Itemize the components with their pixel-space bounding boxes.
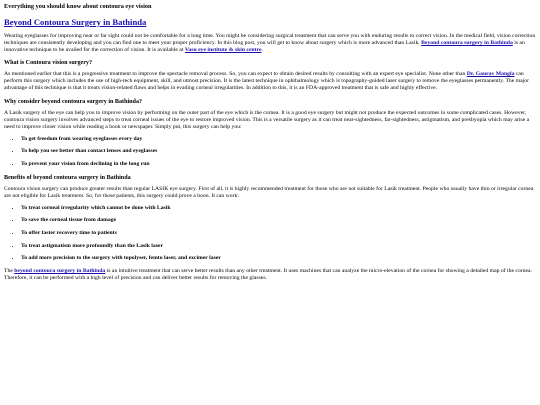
list-item: • To offer faster recovery time to patients xyxy=(21,230,536,238)
list-item: • To treat astigmatism more profoundly than the Lasik laser xyxy=(21,243,536,251)
heading-what-is-contoura: What is Contoura vision surgery? xyxy=(4,60,93,67)
benefits-list xyxy=(4,205,536,263)
page-title xyxy=(4,17,536,28)
list-item: • To add more precision to the surgery with topolyser, femto laser, and excimer laser xyxy=(21,255,536,263)
list-item: • To treat corneal irregularity which cannot be done with Lasik xyxy=(21,205,536,213)
why-paragraph: A Lasik surgery of the eye can help you to improve vision by performing on the outer part of the eye which is the cornea. It is a good eye surgery but might not produce the expected outcomes in some complicated cases. However, contoura vision surgery involves advanced steps to treat corneal issues of the eye to restore improved vision. This is a versatile surgery as it can treat near-sightedness, far-sightedness, astigmatism, and presbyopia which may arise a need to improve closer vision while reading a book or newspaper. Simply put, this surgery can help you: xyxy=(4,109,530,130)
what-text-2: can perform this surgery which includes the use of high-tech equipment, skill, and utmost precision. It is the latest technique in ophthalmology which is topography-guided laser surgery to remove the eyeglasses permanently. The major advantage of this technique is that it treats vision-related flaws and helps in evading corneal irregularities. In addition to this, it is an FDA-approved treatment that is safe and highly effective. xyxy=(4,71,529,92)
article-kicker: Everything you should know about contoura eye vision xyxy=(4,3,152,10)
what-text-1: As mentioned earlier that this is a progressive treatment to improve the spectacle removal process. So, you can expect to obtain desired results by consulting with an expert eye specialist. None other than xyxy=(4,71,467,78)
intro-text-3: . xyxy=(261,47,263,54)
intro-text-2: is an innovative technique to be availed for the correction of vision. It is available at xyxy=(4,40,525,54)
closing-paragraph xyxy=(4,268,536,282)
doctor-link[interactable]: Dr. Gaurav Mangla xyxy=(466,71,515,78)
heading-why-consider: Why consider beyond contoura surgery in Bathinda? xyxy=(4,98,143,105)
what-paragraph xyxy=(4,71,536,92)
list-item: • To help you see better than contact lenses and eyeglasses xyxy=(21,148,536,156)
intro-paragraph xyxy=(4,33,536,54)
title-link[interactable]: Beyond Contoura Surgery in Bathinda xyxy=(4,17,147,27)
heading-benefits: Benefits of beyond contoura surgery in Bathinda xyxy=(4,174,131,181)
why-list xyxy=(4,136,536,169)
closing-contoura-link[interactable]: beyond contoura surgery in Bathinda xyxy=(14,267,106,274)
benefits-paragraph: Contoura vision surgery can produce greater results than regular LASIK eye surgery. First of all, it is highly recommended treatment for those who are not suitable for Lasik treatment. People who usually have thin or irregular cornea are not eligible for Lasik treatment. So, for those patients, this surgery could prove a boon. It can work: xyxy=(4,185,534,199)
closing-text-1: The xyxy=(4,267,15,274)
closing-text-2: is an intuitive treatment that can serve better results than any other treatment. It uses machines that can analyze the micro-elevation of the cornea for showing a detailed map of the cornea. Therefore, it can be performed with a high level of precision and can deliver better results for removing the glasses. xyxy=(4,267,532,281)
list-item: • To get freedom from wearing eyeglasses every day xyxy=(21,136,536,144)
list-item: • To prevent your vision from declining in the long run xyxy=(21,161,536,169)
beyond-contoura-link[interactable]: Beyond contoura surgery in Bathinda xyxy=(421,40,513,47)
vasu-eye-institute-link[interactable]: Vasu eye institute & skin centre xyxy=(184,47,262,54)
list-item: • To save the corneal tissue from damage xyxy=(21,217,536,225)
intro-text-1: Wearing eyeglasses for improving near or far sight could not be comfortable for a long time. You might be considering surgical treatment that can serve you with enduring results to correct vision. In the medical field, vision correction techniques are consistently developing and you can find one to meet your proper proficiency. In this blog post, you will get to know about surgery which is more advanced than Lasik. xyxy=(4,33,536,47)
